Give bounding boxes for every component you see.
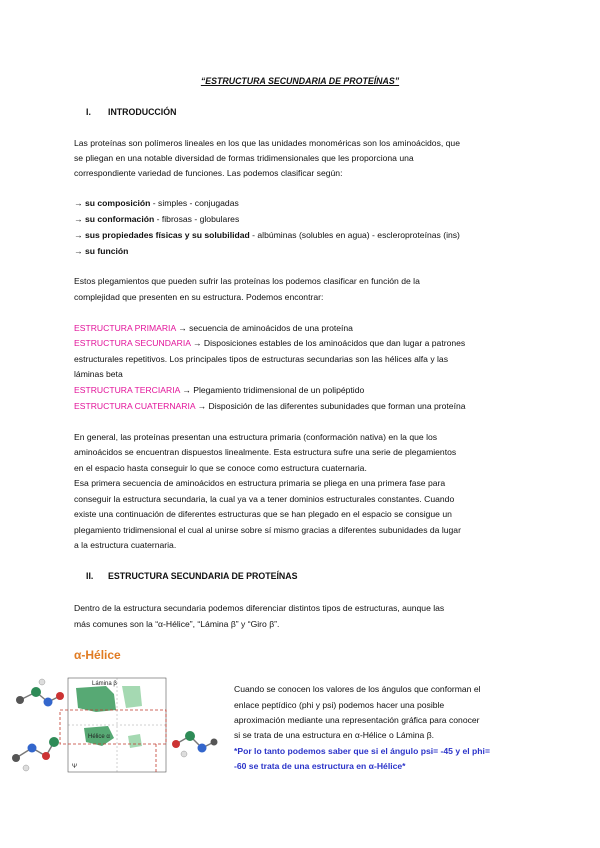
helice-label: Hélice α xyxy=(88,734,110,740)
text-line: correspondiente variedad de funciones. Las podemos clasificar según: xyxy=(74,168,343,178)
alpha-region-minor xyxy=(128,734,142,748)
text-line: Las proteínas son polímeros lineales en los que las unidades monoméricas son los aminoácidos, que xyxy=(74,138,460,148)
text-line: aminoácidos se encuentran dispuestos linealmente. Esta estructura sufre una serie de plegamientos xyxy=(74,447,457,457)
molecule-model-top xyxy=(16,679,64,707)
text-line: a la estructura cuaternaria. xyxy=(74,540,177,550)
list-item: → su función xyxy=(74,246,129,256)
section-number: II. xyxy=(86,571,94,581)
lamina-label: Lámina β xyxy=(92,681,117,687)
structure-cuaternaria: ESTRUCTURA CUATERNARIA → Disposición de las diferentes subunidades que forman una proteína xyxy=(74,401,466,411)
text-line: si se trata de una estructura en α-Hélice o Lámina β. xyxy=(234,730,435,740)
text-line: aproximación mediante una representación gráfica para conocer xyxy=(234,715,480,725)
text-line: plegamiento tridimensional el cual al unirse sobre sí mismo gracias a diferentes subunidades da lugar xyxy=(74,525,461,535)
highlight-line: *Por lo tanto podemos saber que si el ángulo psi= -45 y el phi= xyxy=(234,746,490,756)
ramachandran-figure xyxy=(6,676,224,776)
list-item: → su conformación - fibrosas - globulares xyxy=(74,214,240,224)
molecule-model-bottom xyxy=(12,737,59,771)
text-line: Cuando se conocen los valores de los ángulos que conforman el xyxy=(234,684,481,694)
text-line: existe una continuación de diferentes estructuras que se han plegado en el espacio se consigue un xyxy=(74,509,452,519)
molecule-model-right xyxy=(172,731,218,757)
structure-secundaria: ESTRUCTURA SECUNDARIA → Disposiciones estables de los aminoácidos que dan lugar a patrones xyxy=(74,338,466,348)
text-line: estructurales repetitivos. Los principales tipos de estructuras secundarias son las hélices alfa y las xyxy=(74,354,449,364)
text-line: Estos plegamientos que pueden sufrir las proteínas los podemos clasificar en función de la xyxy=(74,276,420,286)
section-heading: INTRODUCCIÓN xyxy=(108,107,177,117)
alpha-helix-heading: α-Hélice xyxy=(74,648,121,662)
list-item: → sus propiedades físicas y su solubilidad - albúminas (solubles en agua) - escleroproteínas (ins) xyxy=(74,230,460,240)
text-line: en el espacio hasta conseguir lo que se conoce como estructura cuaternaria. xyxy=(74,463,367,473)
text-line: láminas beta xyxy=(74,369,123,379)
text-line: se pliegan en una notable diversidad de formas tridimensionales que les proporciona una xyxy=(74,153,414,163)
axis-label: Ψ xyxy=(72,764,78,770)
text-line: conseguir la estructura secundaria, la cual ya va a tener dominios estructurales constantes. Cuando xyxy=(74,494,455,504)
text-line: complejidad que presenten en su estructura. Podemos encontrar: xyxy=(74,292,324,302)
list-item: → su composición - simples - conjugadas xyxy=(74,198,239,208)
text-line: Esa primera secuencia de aminoácidos en estructura primaria se pliega en una primera fase para xyxy=(74,478,446,488)
structure-terciaria: ESTRUCTURA TERCIARIA → Plegamiento tridimensional de un polipéptido xyxy=(74,385,365,395)
page-title: “ESTRUCTURA SECUNDARIA DE PROTEÍNAS” xyxy=(200,76,400,86)
text-line: más comunes son la “α-Hélice”, “Lámina β” y “Giro β”. xyxy=(74,619,280,629)
section-heading: ESTRUCTURA SECUNDARIA DE PROTEÍNAS xyxy=(108,571,298,581)
text-line: enlace peptídico (phi y psi) podemos hacer una posible xyxy=(234,700,445,710)
section-number: I. xyxy=(86,107,91,117)
text-line: En general, las proteínas presentan una estructura primaria (conformación nativa) en la que los xyxy=(74,432,438,442)
text-line: Dentro de la estructura secundaria podemos diferenciar distintos tipos de estructuras, aunque las xyxy=(74,603,445,613)
structure-primaria: ESTRUCTURA PRIMARIA → secuencia de aminoácidos de una proteína xyxy=(74,323,353,333)
highlight-line: -60 se trata de una estructura en α-Hélice* xyxy=(234,761,406,771)
